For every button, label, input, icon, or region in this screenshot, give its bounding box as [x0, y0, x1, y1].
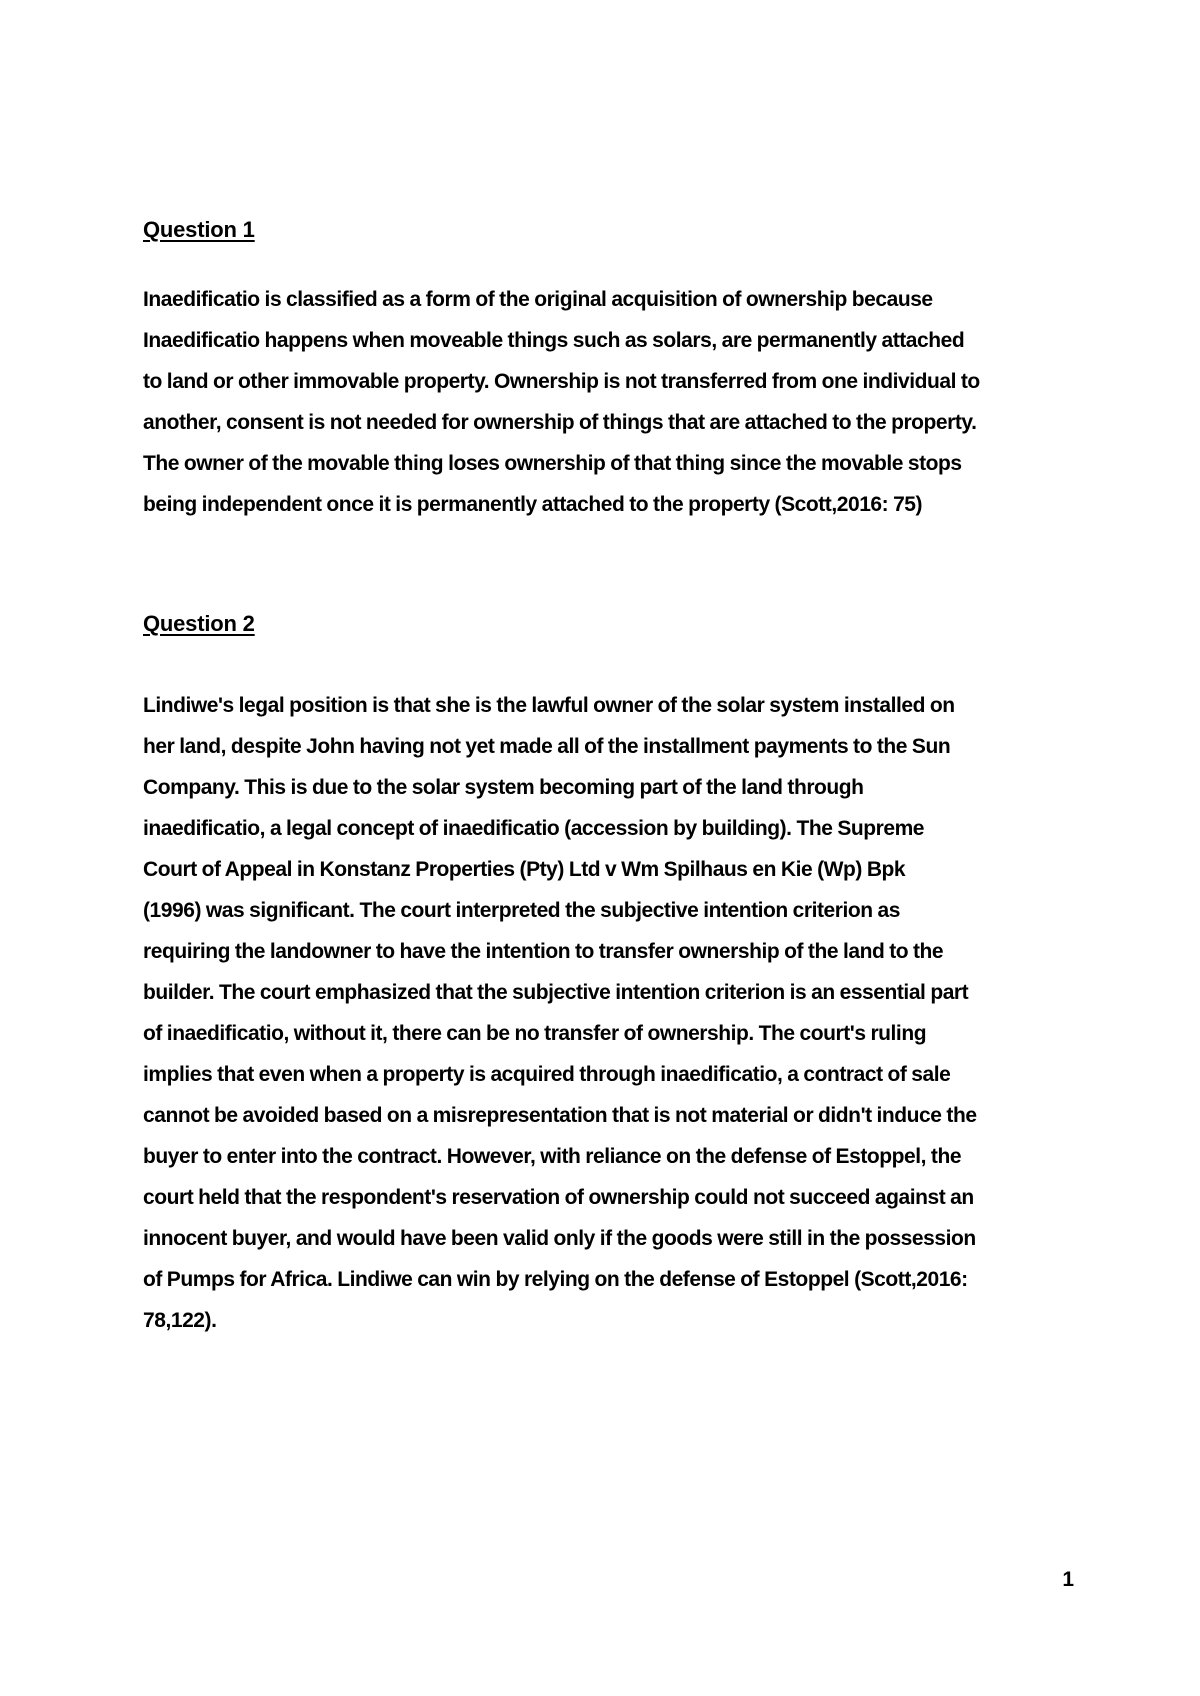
answer-line: inaedificatio, a legal concept of inaedificatio (accession by building). The Supreme [143, 817, 925, 840]
answer-line: to land or other immovable property. Ownership is not transferred from one individual to [143, 370, 980, 393]
answer-line: Court of Appeal in Konstanz Properties (Pty) Ltd v Wm Spilhaus en Kie (Wp) Bpk [143, 858, 906, 881]
answer-line: of Pumps for Africa. Lindiwe can win by relying on the defense of Estoppel (Scott,2016: [143, 1268, 968, 1291]
answer-line: implies that even when a property is acquired through inaedificatio, a contract of sale [143, 1063, 951, 1086]
page-number: 1 [1062, 1568, 1074, 1591]
answer-line: Inaedificatio is classified as a form of the original acquisition of ownership because [143, 288, 933, 311]
answer-line: buyer to enter into the contract. However, with reliance on the defense of Estoppel, the [143, 1145, 962, 1168]
question-1-heading: Question 1 [143, 217, 255, 242]
question-2-answer [143, 685, 1073, 1341]
answer-line: The owner of the movable thing loses ownership of that thing since the movable stops [143, 452, 962, 475]
answer-line: another, consent is not needed for ownership of things that are attached to the property. [143, 411, 977, 434]
answer-line: Company. This is due to the solar system becoming part of the land through [143, 776, 864, 799]
answer-line: builder. The court emphasized that the subjective intention criterion is an essential part [143, 981, 969, 1004]
answer-line: being independent once it is permanently attached to the property (Scott,2016: 75) [143, 493, 923, 516]
answer-line: cannot be avoided based on a misrepresentation that is not material or didn't induce the [143, 1104, 977, 1127]
answer-line: innocent buyer, and would have been valid only if the goods were still in the possession [143, 1227, 976, 1250]
answer-line: court held that the respondent's reservation of ownership could not succeed against an [143, 1186, 974, 1209]
answer-line: her land, despite John having not yet made all of the installment payments to the Sun [143, 735, 951, 758]
answer-line: 78,122). [143, 1309, 217, 1332]
question-2-heading: Question 2 [143, 611, 255, 636]
answer-line: requiring the landowner to have the intention to transfer ownership of the land to the [143, 940, 944, 963]
answer-line: Lindiwe's legal position is that she is the lawful owner of the solar system installed on [143, 694, 955, 717]
answer-line: (1996) was significant. The court interpreted the subjective intention criterion as [143, 899, 900, 922]
answer-line: of inaedificatio, without it, there can be no transfer of ownership. The court's ruling [143, 1022, 927, 1045]
answer-line: Inaedificatio happens when moveable things such as solars, are permanently attached [143, 329, 965, 352]
question-1-answer [143, 279, 1073, 525]
